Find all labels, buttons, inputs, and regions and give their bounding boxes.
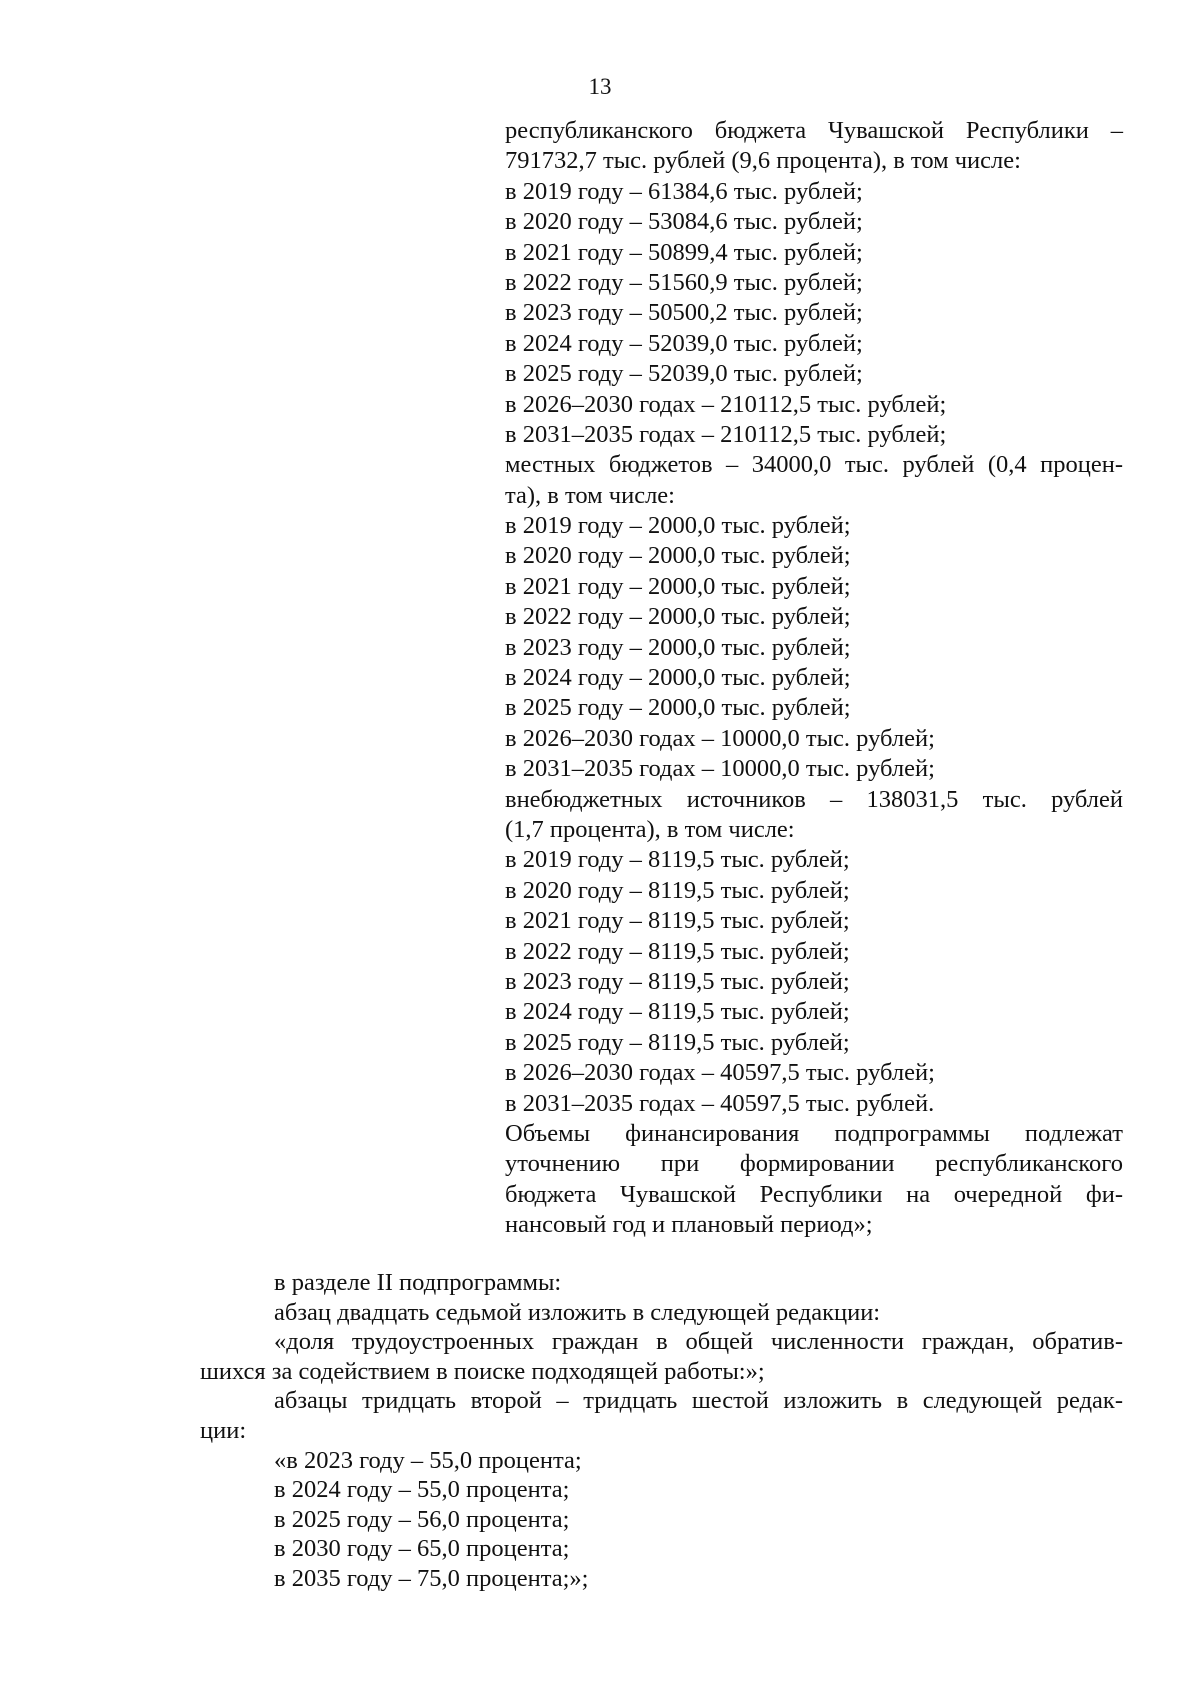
amendment-text-line: «в 2023 году – 55,0 процента; bbox=[274, 1446, 582, 1474]
funding-text-line: в 2023 году – 50500,2 тыс. рублей; bbox=[505, 299, 863, 327]
funding-text-line: местных бюджетов – 34000,0 тыс. рублей (0,4 процен- bbox=[505, 451, 1123, 479]
funding-text-line: в 2019 году – 2000,0 тыс. рублей; bbox=[505, 512, 851, 540]
funding-text-line: в 2022 году – 2000,0 тыс. рублей; bbox=[505, 603, 851, 631]
funding-text-line: в 2022 году – 51560,9 тыс. рублей; bbox=[505, 268, 863, 296]
funding-text-line: в 2023 году – 8119,5 тыс. рублей; bbox=[505, 967, 850, 995]
funding-text-line: в 2020 году – 2000,0 тыс. рублей; bbox=[505, 542, 851, 570]
funding-text-line: в 2021 году – 50899,4 тыс. рублей; bbox=[505, 238, 863, 266]
funding-text-line: в 2025 году – 52039,0 тыс. рублей; bbox=[505, 360, 863, 388]
funding-text-line: в 2026–2030 годах – 10000,0 тыс. рублей; bbox=[505, 724, 935, 752]
funding-text-line: в 2019 году – 61384,6 тыс. рублей; bbox=[505, 177, 863, 205]
amendment-text-line: в 2030 году – 65,0 процента; bbox=[274, 1535, 570, 1563]
funding-text-line: в 2021 году – 8119,5 тыс. рублей; bbox=[505, 907, 850, 935]
funding-text-line: нансовый год и плановый период»; bbox=[505, 1211, 873, 1239]
amendment-text-line: в 2024 году – 55,0 процента; bbox=[274, 1476, 570, 1504]
funding-text-line: (1,7 процента), в том числе: bbox=[505, 815, 795, 843]
funding-text-line: в 2024 году – 2000,0 тыс. рублей; bbox=[505, 664, 851, 692]
amendment-text-line: абзац двадцать седьмой изложить в следующей редакции: bbox=[274, 1298, 881, 1326]
amendment-text-line: шихся за содействием в поиске подходящей работы:»; bbox=[200, 1357, 765, 1385]
amendment-text-line: ции: bbox=[200, 1416, 247, 1444]
funding-text-line: 791732,7 тыс. рублей (9,6 процента), в том числе: bbox=[505, 147, 1021, 175]
amendment-text-line: в разделе II подпрограммы: bbox=[274, 1269, 562, 1296]
funding-text-line: в 2026–2030 годах – 210112,5 тыс. рублей; bbox=[505, 390, 947, 418]
amendments-block bbox=[200, 1268, 1123, 1594]
funding-text-line: в 2025 году – 8119,5 тыс. рублей; bbox=[505, 1028, 850, 1056]
amendment-text-line: в 2025 году – 56,0 процента; bbox=[274, 1505, 570, 1533]
funding-text-line: в 2031–2035 годах – 210112,5 тыс. рублей; bbox=[505, 420, 947, 448]
funding-text-line: в 2022 году – 8119,5 тыс. рублей; bbox=[505, 937, 850, 965]
funding-text-line: та), в том числе: bbox=[505, 481, 675, 509]
funding-text-line: внебюджетных источников – 138031,5 тыс. рублей bbox=[505, 785, 1123, 813]
amendment-text-line: абзацы тридцать второй – тридцать шестой изложить в следующей редак- bbox=[274, 1387, 1123, 1415]
funding-text-line: Объемы финансирования подпрограммы подлежат bbox=[505, 1119, 1123, 1147]
amendment-text-line: в 2035 году – 75,0 процента;»; bbox=[274, 1564, 589, 1592]
funding-text-line: уточнению при формировании республиканского bbox=[505, 1150, 1123, 1178]
funding-text-line: в 2019 году – 8119,5 тыс. рублей; bbox=[505, 846, 850, 874]
funding-text-line: в 2031–2035 годах – 10000,0 тыс. рублей; bbox=[505, 755, 935, 783]
funding-text-line: в 2020 году – 53084,6 тыс. рублей; bbox=[505, 208, 863, 236]
funding-text-line: в 2023 году – 2000,0 тыс. рублей; bbox=[505, 633, 851, 661]
page-number: 13 bbox=[588, 74, 612, 99]
funding-text-line: в 2024 году – 52039,0 тыс. рублей; bbox=[505, 329, 863, 357]
funding-text-line: бюджета Чувашской Республики на очередной фи- bbox=[505, 1180, 1123, 1208]
funding-text-line: в 2026–2030 годах – 40597,5 тыс. рублей; bbox=[505, 1059, 935, 1087]
funding-text-line: в 2021 году – 2000,0 тыс. рублей; bbox=[505, 572, 851, 600]
funding-block bbox=[505, 116, 1123, 1240]
funding-text-line: в 2031–2035 годах – 40597,5 тыс. рублей. bbox=[505, 1089, 935, 1117]
funding-text-line: республиканского бюджета Чувашской Республики – bbox=[505, 117, 1123, 144]
funding-text-line: в 2024 году – 8119,5 тыс. рублей; bbox=[505, 998, 850, 1026]
amendment-text-line: «доля трудоустроенных граждан в общей численности граждан, обратив- bbox=[274, 1328, 1123, 1356]
funding-text-line: в 2025 году – 2000,0 тыс. рублей; bbox=[505, 694, 851, 722]
funding-text-line: в 2020 году – 8119,5 тыс. рублей; bbox=[505, 876, 850, 904]
